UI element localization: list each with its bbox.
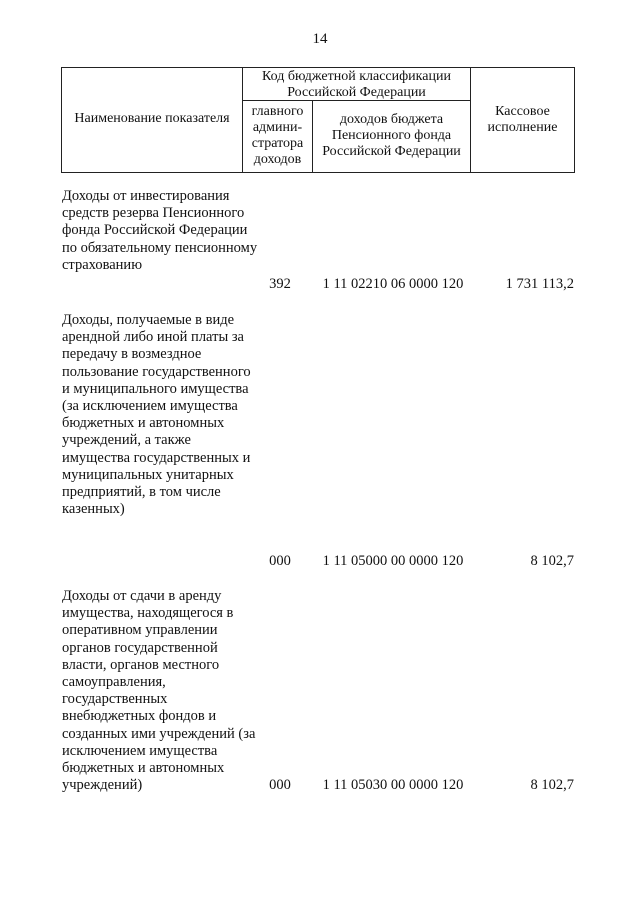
header-income-line: доходов бюджета: [339, 112, 444, 127]
row-admin-code: 000: [269, 777, 291, 793]
header-execution-line: Кассовое: [495, 104, 550, 119]
row-amount: 8 102,7: [530, 553, 574, 569]
row-name: Доходы, получаемые в виде арендной либо иной платы за передачу в возмездное пользование государственного и муниципального имущества (за исключением имущества бюджетных и автономных учреждений, а также имущества государственных и муниципальных унитарных предприятий, в том числе казенных): [62, 312, 251, 518]
header-top-border: [61, 67, 574, 68]
row-classification-code: 1 11 02210 06 0000 120: [322, 276, 464, 292]
header-income-line: Российской Федерации: [322, 144, 461, 159]
row-classification-code: 1 11 05000 00 0000 120: [322, 553, 464, 569]
header-name-column: [62, 111, 242, 127]
header-admin-line: главного: [251, 104, 304, 119]
header-classification-line: Российской Федерации: [287, 85, 426, 100]
row-name: Доходы от сдачи в аренду имущества, находящегося в оперативном управлении органов государственной власти, органов местного самоуправления, государственных внебюджетных фондов и созданных ими учреждений (за исключением имущества бюджетных и автономных учреждений): [62, 588, 256, 794]
header-execution-line: исполнение: [487, 120, 558, 135]
row-classification-code: 1 11 05030 00 0000 120: [322, 777, 464, 793]
header-admin-column: [243, 104, 312, 168]
row-amount: 1 731 113,2: [505, 276, 574, 292]
header-classification-group: [243, 69, 470, 101]
row-name: Доходы от инвестирования средств резерва Пенсионного фонда Российской Федерации по обязательному пенсионному страхованию: [62, 188, 258, 273]
row-admin-code: 000: [269, 553, 291, 569]
header-bottom-border: [61, 172, 574, 173]
header-admin-line: доходов: [253, 152, 302, 167]
row-amount: 8 102,7: [530, 777, 574, 793]
header-income-line: Пенсионного фонда: [331, 128, 452, 143]
header-execution-column: [471, 104, 574, 136]
row-admin-code: 392: [269, 276, 291, 292]
header-right-border: [574, 67, 575, 173]
page-number: 14: [312, 31, 328, 47]
header-classification-line: Код бюджетной классификации: [262, 69, 451, 84]
header-admin-line: стратора: [251, 136, 304, 151]
header-admin-line: админи-: [252, 120, 303, 135]
header-name-label: Наименование показателя: [74, 111, 230, 126]
header-income-column: [313, 112, 470, 160]
